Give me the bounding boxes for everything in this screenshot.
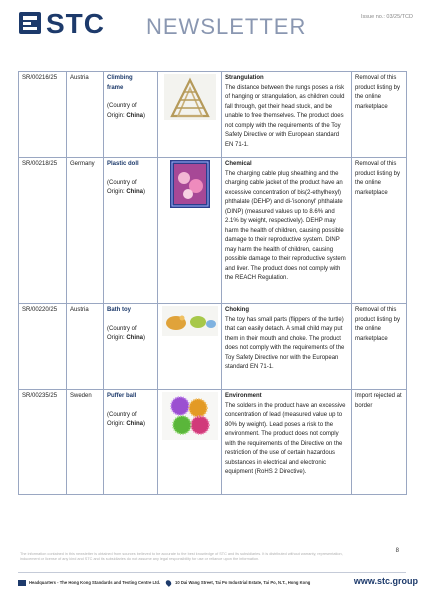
website-link[interactable]: www.stc.group [353,576,418,586]
ref-cell: SR/00218/25 [19,158,67,304]
recall-table [18,71,407,495]
page-number: 8 [395,548,399,554]
risk-cell [222,304,352,390]
product-name: Plastic doll [107,161,139,167]
ref-cell: SR/00216/25 [19,72,67,158]
risk-cell [222,390,352,495]
headquarters-text: Headquarters - The Hong Kong Standards and Testing Centre Ltd. [29,580,161,585]
photo-cell [158,390,222,495]
brand-name: STC [46,8,105,39]
disclaimer-text: The information contained in this newsletter is obtained from sources believed to be accurate to the best knowledge of STC and its subsidiaries. It is distributed without warranty, representation, inducement or license of any kind and STC and its subsidiaries do not assume any legal responsibility for use or reliance upon the information. [20,552,343,561]
country-cell: Austria [67,72,104,158]
origin-label: (Country of Origin: China) [107,411,146,427]
risk-type: Strangulation [225,75,264,81]
country-cell: Sweden [67,390,104,495]
measure-cell: Removal of this product listing by the online marketplace [352,158,407,304]
issue-number: Issue no.: 03/25/TCD [361,14,413,20]
table-row [19,390,407,495]
product-cell [104,158,158,304]
risk-cell [222,72,352,158]
building-icon [18,580,26,586]
stc-logo-icon [19,12,41,34]
product-cell [104,304,158,390]
risk-cell [222,158,352,304]
footer-bar [18,577,418,591]
measure-cell: Removal of this product listing by the online marketplace [352,72,407,158]
origin-label: (Country of Origin: China) [107,179,146,195]
risk-description: The solders in the product have an excessive concentration of lead (measured value up to 80% by weight). Lead poses a risk to the environment. The product does not comply with the requirements of the Directive on the restriction of the use of certain hazardous substances in electrical and electronic equipment (RoHS 2 Directive). [225,402,346,475]
address-text: 10 Dai Wang Street, Tai Po Industrial Estate, Tai Po, N.T., Hong Kong [175,580,311,585]
risk-description: The distance between the rungs poses a risk of hanging or strangulation, as children could fall through, get their head stuck, and be unable to free themselves. The product does not comply with the requirements of the Toy Safety Directive or with European standard EN 71-1. [225,84,345,148]
location-pin-icon [165,579,173,587]
risk-type: Chemical [225,161,252,167]
table-row [19,304,407,390]
country-cell: Germany [67,158,104,304]
measure-cell: Import rejected at border [352,390,407,495]
table-row [19,158,407,304]
product-name-cont: frame [107,84,124,91]
page-header [0,0,425,52]
product-cell [104,390,158,495]
plastic-doll-image [170,160,210,208]
origin-label: (Country of Origin: China) [107,103,146,119]
photo-cell [158,72,222,158]
puffer-ball-image [162,392,218,440]
measure-cell: Removal of this product listing by the online marketplace [352,304,407,390]
footer-divider [18,572,406,573]
origin-label: (Country of Origin: China) [107,325,146,341]
product-name: Bath toy [107,307,131,313]
table-row [19,72,407,158]
photo-cell [158,304,222,390]
product-cell [104,72,158,158]
product-name: Puffer ball [107,393,137,399]
photo-cell [158,158,222,304]
newsletter-title: NEWSLETTER [146,14,307,39]
risk-description: The charging cable plug sheathing and the charging cable jacket of the product have an excessive concentration of bis(2-ethylhexyl) phthalate (DEHP) and di-'isononyl' phthalate (DINP) (measured values up to 8.6% and 2.1% by weight, respectively). DEHP may harm the health of children, causing possible damage to their reproductive system. DINP may harm the health of children, causing possible damage to their reproductive system and liver. The product does not comply with the REACH Regulation. [225,170,346,281]
risk-type: Environment [225,393,262,399]
risk-description: The toy has small parts (flippers of the turtle) that can easily detach. A small child may put them in their mouth and choke. The product does not comply with the requirements of the Toy Safety Directive nor with the European standard EN 71-1. [225,316,345,370]
product-name: Climbing [107,75,133,81]
climbing-frame-image [164,74,216,120]
country-cell: Austria [67,304,104,390]
ref-cell: SR/00235/25 [19,390,67,495]
ref-cell: SR/00220/25 [19,304,67,390]
risk-type: Choking [225,307,249,313]
bath-toy-image [162,306,218,336]
